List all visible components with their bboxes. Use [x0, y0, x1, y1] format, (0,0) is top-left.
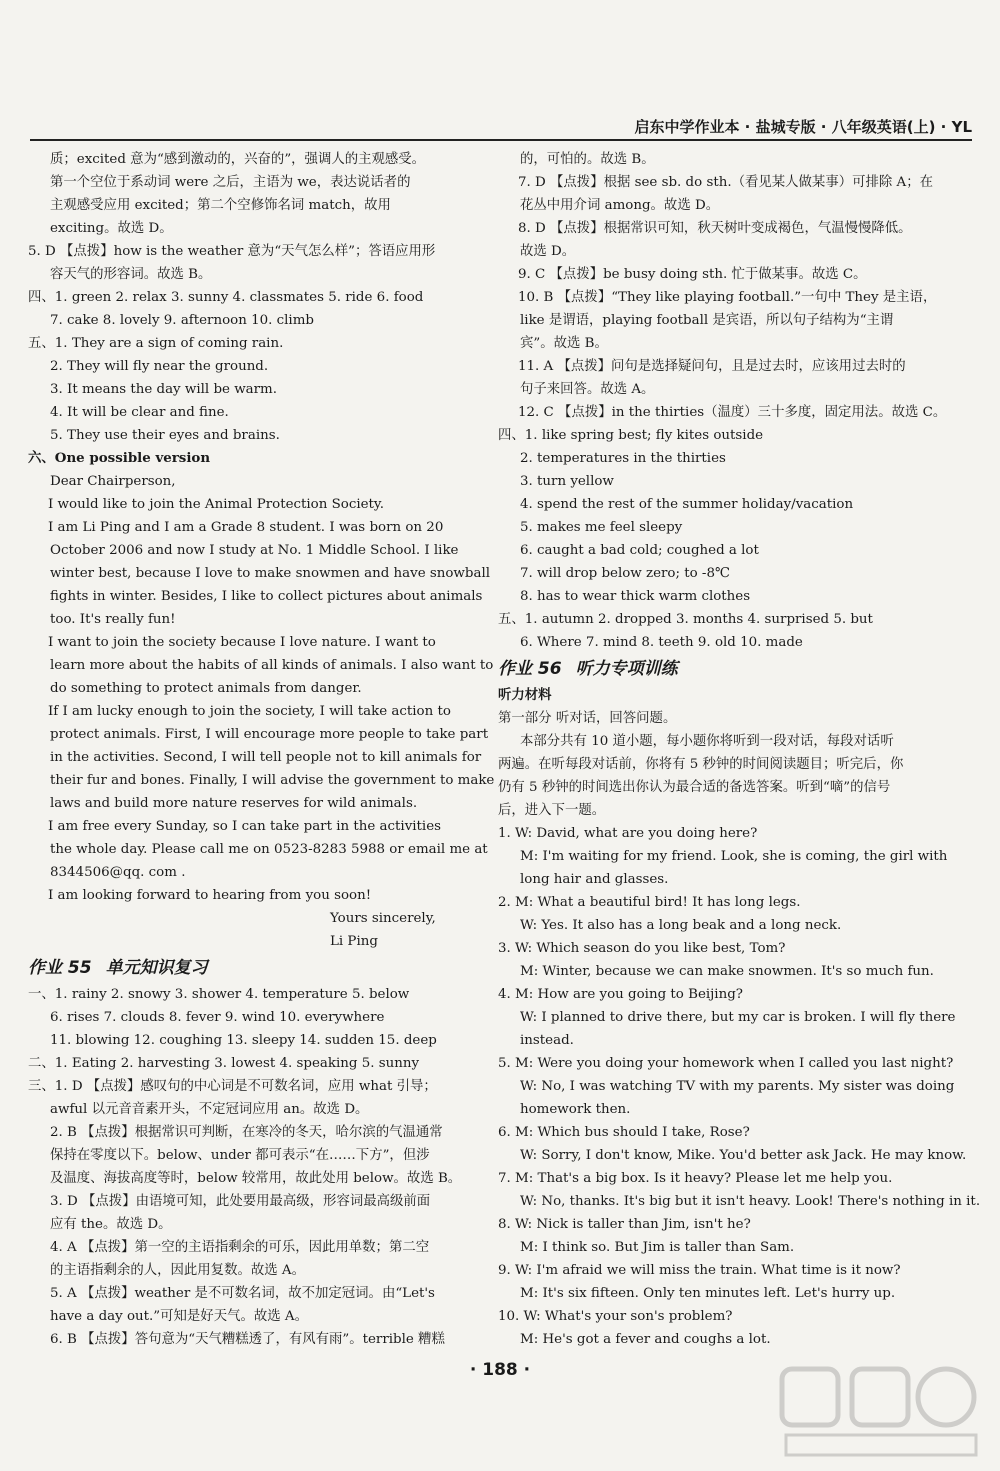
section-55-number: 作业 55	[28, 958, 92, 978]
text-line: 宾”。故选 B。	[520, 336, 608, 351]
text-line: 5. They use their eyes and brains.	[50, 428, 280, 443]
text-line: 6. caught a bad cold; coughed a lot	[520, 543, 759, 558]
text-line: 故选 D。	[520, 244, 576, 259]
text-line: in the activities. Second, I will tell people not to kill animals for	[50, 750, 482, 765]
text-line: 及温度、海拔高度等时，below 较常用，故此处用 below。故选 B。	[50, 1171, 462, 1186]
text-line: 六、One possible version	[28, 450, 211, 466]
text-line: 9. W: I'm afraid we will miss the train. What time is it now?	[498, 1263, 901, 1278]
text-line: I am Li Ping and I am a Grade 8 student. I was born on 20	[48, 520, 444, 535]
text-line: 2. They will fly near the ground.	[50, 359, 269, 374]
text-line: I am free every Sunday, so I can take part in the activities	[48, 819, 442, 834]
right-answer-block	[498, 148, 947, 654]
text-line: 6. rises 7. clouds 8. fever 9. wind 10. everywhere	[50, 1010, 385, 1025]
listening-material-block	[498, 684, 981, 1351]
text-line: fights in winter. Besides, I like to collect pictures about animals	[50, 589, 483, 604]
text-line: 第一个空位于系动词 were 之后，主语为 we，表达说话者的	[50, 175, 411, 190]
text-line: 容天气的形容词。故选 B。	[50, 267, 212, 282]
text-line: have a day out.”可知是好天气。故选 A。	[50, 1309, 308, 1324]
text-line: 的，可怕的。故选 B。	[520, 152, 655, 167]
text-line: 三、1. D 【点拨】感叹句的中心词是不可数名词，应用 what 引导；	[28, 1079, 437, 1094]
text-line: homework then.	[520, 1102, 631, 1117]
text-line: 3. turn yellow	[520, 474, 614, 489]
text-line: 二、1. Eating 2. harvesting 3. lowest 4. speaking 5. sunny	[28, 1056, 420, 1071]
section-56-heading	[498, 654, 918, 684]
text-line: 听力材料	[498, 687, 552, 703]
text-line: Yours sincerely,	[330, 911, 436, 926]
section-56-number: 作业 56	[498, 659, 562, 679]
text-line: 10. W: What's your son's problem?	[498, 1309, 733, 1324]
text-line: 3. W: Which season do you like best, Tom?	[498, 941, 786, 956]
text-line: I want to join the society because I love nature. I want to	[48, 635, 436, 650]
text-line: 7. cake 8. lovely 9. afternoon 10. climb	[50, 313, 314, 328]
text-line: 后，进入下一题。	[498, 803, 606, 818]
right-column	[498, 148, 981, 1351]
text-line: 四、1. like spring best; fly kites outside	[498, 428, 764, 443]
text-line: 5. makes me feel sleepy	[520, 520, 683, 535]
text-line: 6. M: Which bus should I take, Rose?	[498, 1125, 750, 1140]
left-column	[28, 148, 495, 1351]
text-line: exciting。故选 D。	[50, 221, 173, 236]
text-line: 8. D 【点拨】根据常识可知，秋天树叶变成褐色，气温慢慢降低。	[518, 221, 912, 236]
text-line: 保持在零度以下。below、under 都可表示“在……下方”，但涉	[50, 1148, 430, 1163]
text-line: 花丛中用介词 among。故选 D。	[520, 198, 720, 213]
text-line: 10. B 【点拨】“They like playing football.”一句中 They 是主语，	[518, 290, 937, 305]
text-line: laws and build more nature reserves for wild animals.	[50, 796, 418, 811]
text-line: 7. will drop below zero; to -8℃	[520, 566, 730, 581]
text-line: 句子来回答。故选 A。	[520, 382, 655, 397]
text-line: 5. M: Were you doing your homework when I called you last night?	[498, 1056, 954, 1071]
section-56-title: 听力专项训练	[575, 659, 678, 679]
text-line: winter best, because I love to make snowmen and have snowball	[50, 566, 491, 581]
text-line: 8344506@qq. com .	[50, 865, 186, 880]
text-line: 五、1. They are a sign of coming rain.	[28, 336, 284, 351]
text-line: M: It's six fifteen. Only ten minutes left. Let's hurry up.	[520, 1286, 896, 1301]
text-line: 4. spend the rest of the summer holiday/vacation	[520, 497, 854, 512]
text-line: 2. M: What a beautiful bird! It has long legs.	[498, 895, 801, 910]
text-line: 主观感受应用 excited；第二个空修饰名词 match，故用	[50, 198, 391, 213]
text-line: I am looking forward to hearing from you soon!	[48, 888, 372, 903]
text-line: 仍有 5 秒钟的时间选出你认为最合适的备选答案。听到“嘀”的信号	[498, 780, 891, 795]
text-line: If I am lucky enough to join the society, I will take action to	[48, 704, 451, 719]
left-answer-block	[28, 148, 495, 953]
text-line: like 是谓语，playing football 是宾语，所以句子结构为“主谓	[520, 313, 894, 328]
text-line: I would like to join the Animal Protection Society.	[48, 497, 384, 512]
text-line: October 2006 and now I study at No. 1 Middle School. I like	[50, 543, 459, 558]
watermark-logo-icon	[776, 1363, 986, 1463]
text-line: 7. M: That's a big box. Is it heavy? Please let me help you.	[498, 1171, 893, 1186]
text-line: 4. It will be clear and fine.	[50, 405, 229, 420]
text-line: 质；excited 意为“感到激动的，兴奋的”，强调人的主观感受。	[50, 152, 426, 167]
text-line: 7. D 【点拨】根据 see sb. do sth.（看见某人做某事）可排除 A；在	[518, 175, 933, 190]
text-line: 5. D 【点拨】how is the weather 意为“天气怎么样”；答语应用形	[28, 244, 436, 259]
text-line: 4. M: How are you going to Beijing?	[498, 987, 743, 1002]
text-line: long hair and glasses.	[520, 872, 669, 887]
text-line: 8. has to wear thick warm clothes	[520, 589, 751, 604]
text-line: 3. D 【点拨】由语境可知，此处要用最高级，形容词最高级前面	[50, 1194, 431, 1209]
page-number: · 188 ·	[469, 1360, 531, 1380]
section-55-title: 单元知识复习	[105, 958, 208, 978]
text-line: 2. temperatures in the thirties	[520, 451, 726, 466]
text-line: W: Yes. It also has a long beak and a long neck.	[520, 918, 842, 933]
text-line: the whole day. Please call me on 0523-8283 5988 or email me at	[50, 842, 488, 857]
text-line: W: No, I was watching TV with my parents. My sister was doing	[520, 1079, 955, 1094]
text-line: 应有 the。故选 D。	[50, 1217, 172, 1232]
section-55-heading	[28, 953, 468, 983]
text-line: 2. B 【点拨】根据常识可判断，在寒冷的冬天，哈尔滨的气温通常	[50, 1125, 443, 1140]
text-line: W: Sorry, I don't know, Mike. You'd better ask Jack. He may know.	[520, 1148, 967, 1163]
text-line: W: I planned to drive there, but my car is broken. I will fly there	[520, 1010, 956, 1025]
text-line: 11. A 【点拨】问句是选择疑问句，且是过去时，应该用过去时的	[518, 359, 906, 374]
text-line: 1. W: David, what are you doing here?	[498, 826, 758, 841]
text-line: 两遍。在听每段对话前，你将有 5 秒钟的时间阅读题目；听完后，你	[498, 757, 904, 772]
text-line: 9. C 【点拨】be busy doing sth. 忙于做某事。故选 C。	[518, 267, 867, 282]
text-line: too. It's really fun!	[50, 612, 176, 627]
text-line: 5. A 【点拨】weather 是不可数名词，故不加定冠词。由“Let's	[50, 1286, 435, 1301]
text-line: 11. blowing 12. coughing 13. sleepy 14. sudden 15. deep	[50, 1033, 437, 1048]
text-line: 五、1. autumn 2. dropped 3. months 4. surprised 5. but	[498, 612, 873, 627]
left-answer-block-2	[28, 983, 468, 1351]
text-line: M: Winter, because we can make snowmen. It's so much fun.	[520, 964, 934, 979]
text-line: W: No, thanks. It's big but it isn't heavy. Look! There's nothing in it.	[520, 1194, 981, 1209]
text-line: 4. A 【点拨】第一空的主语指剩余的可乐，因此用单数；第二空	[50, 1240, 430, 1255]
text-line: 12. C 【点拨】in the thirties（温度）三十多度，固定用法。故选 C。	[518, 405, 947, 420]
text-line: do something to protect animals from danger.	[50, 681, 362, 696]
text-line: Li Ping	[330, 934, 378, 949]
text-line: 6. Where 7. mind 8. teeth 9. old 10. made	[520, 635, 803, 650]
text-line: 6. B 【点拨】答句意为“天气糟糕透了，有风有雨”。terrible 糟糕	[50, 1332, 445, 1347]
text-line: 8. W: Nick is taller than Jim, isn't he?	[498, 1217, 751, 1232]
text-line: 第一部分 听对话，回答问题。	[498, 711, 677, 726]
running-header: 启东中学作业本 · 盐城专版 · 八年级英语(上) · YL	[30, 116, 972, 141]
text-line: Dear Chairperson,	[50, 474, 176, 489]
text-line: their fur and bones. Finally, I will advise the government to make	[50, 773, 495, 788]
text-line: instead.	[520, 1033, 574, 1048]
text-line: 的主语指剩余的人，因此用复数。故选 A。	[50, 1263, 305, 1278]
text-line: learn more about the habits of all kinds of animals. I also want to	[50, 658, 494, 673]
text-line: 四、1. green 2. relax 3. sunny 4. classmates 5. ride 6. food	[28, 290, 424, 305]
text-line: 一、1. rainy 2. snowy 3. shower 4. temperature 5. below	[28, 987, 410, 1002]
text-line: awful 以元音音素开头，不定冠词应用 an。故选 D。	[50, 1102, 369, 1117]
text-line: M: He's got a fever and coughs a lot.	[520, 1332, 771, 1347]
text-line: 本部分共有 10 道小题，每小题你将听到一段对话，每段对话听	[520, 734, 894, 749]
text-line: M: I think so. But Jim is taller than Sam.	[520, 1240, 795, 1255]
text-line: protect animals. First, I will encourage more people to take part	[50, 727, 489, 742]
text-line: M: I'm waiting for my friend. Look, she is coming, the girl with	[520, 849, 948, 864]
text-line: 3. It means the day will be warm.	[50, 382, 278, 397]
